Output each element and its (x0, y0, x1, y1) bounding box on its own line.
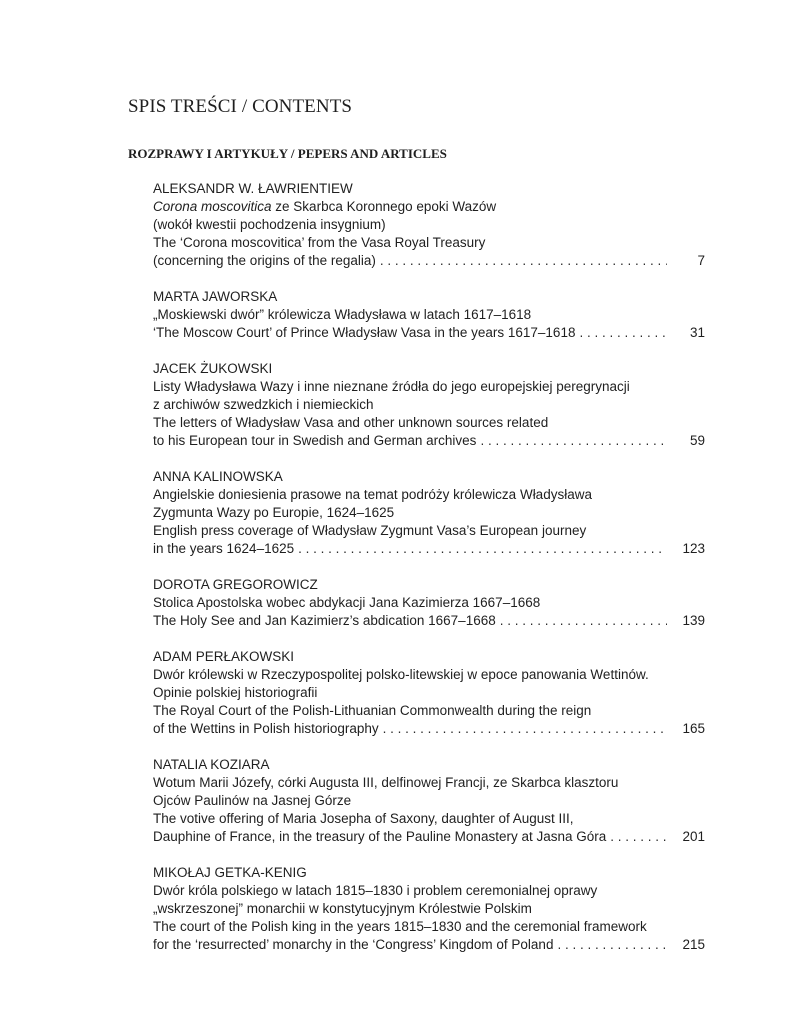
entry-title-rest: ze Skarbca Koronnego epoki Wazów (271, 199, 497, 214)
entry-title-line: The court of the Polish king in the years 1815–1830 and the ceremonial framework (153, 919, 647, 934)
entry-author: ALEKSANDR W. ŁAWRIENTIEW (153, 181, 353, 196)
entry-title-line: Stolica Apostolska wobec abdykacji Jana Kazimierza 1667–1668 (153, 595, 541, 610)
entry-last-line (153, 936, 705, 954)
entry-title-line: z archiwów szwedzkich i niemieckich (153, 397, 374, 412)
dot-leader (298, 540, 667, 558)
dot-leader (500, 612, 667, 630)
page-number: 165 (682, 721, 705, 736)
section-title: ROZPRAWY I ARTYKUŁY / PEPERS AND ARTICLES (128, 146, 447, 161)
entry-author: DOROTA GREGOROWICZ (153, 577, 318, 592)
toc-entry (153, 648, 705, 738)
page-number: 31 (689, 325, 705, 340)
entry-title-line (153, 198, 705, 216)
page-number: 123 (682, 541, 705, 556)
entry-title-line: in the years 1624–1625 (153, 541, 295, 556)
page-number: 215 (682, 937, 705, 952)
page-number: 201 (682, 829, 705, 844)
entry-title-line: ‘The Moscow Court’ of Prince Władysław Vasa in the years 1617–1618 (153, 325, 576, 340)
entry-last-line (153, 720, 705, 738)
entry-title-line: The votive offering of Maria Josepha of Saxony, daughter of August III, (153, 811, 574, 826)
dot-leader (383, 720, 667, 738)
dot-leader (557, 936, 667, 954)
entry-author: MARTA JAWORSKA (153, 289, 278, 304)
entry-author: NATALIA KOZIARA (153, 757, 270, 772)
page-title: SPIS TREŚCI / CONTENTS (128, 96, 353, 117)
entry-last-line (153, 612, 705, 630)
entry-title-line: Dwór królewski w Rzeczypospolitej polsko-litewskiej w epoce panowania Wettinów. (153, 667, 649, 682)
entry-title-line: The ‘Corona moscovitica’ from the Vasa Royal Treasury (153, 235, 486, 250)
toc-list (153, 180, 705, 972)
entry-author: JACEK ŻUKOWSKI (153, 361, 273, 376)
dot-leader (579, 324, 667, 342)
entry-last-line (153, 432, 705, 450)
dot-leader (610, 828, 667, 846)
entry-title-line: Wotum Marii Józefy, córki Augusta III, delfinowej Francji, ze Skarbca klasztoru (153, 775, 619, 790)
page-number: 7 (697, 253, 705, 268)
entry-title-line: Angielskie doniesienia prasowe na temat podróży królewicza Władysława (153, 487, 592, 502)
entry-title-line: Dauphine of France, in the treasury of the Pauline Monastery at Jasna Góra (153, 829, 607, 844)
toc-entry (153, 288, 705, 342)
entry-title-line: to his European tour in Swedish and German archives (153, 433, 477, 448)
entry-author: ANNA KALINOWSKA (153, 469, 283, 484)
page-number: 139 (682, 613, 705, 628)
entry-last-line (153, 540, 705, 558)
entry-title-line: The Holy See and Jan Kazimierz’s abdication 1667–1668 (153, 613, 496, 628)
toc-entry (153, 864, 705, 954)
entry-title-line: „Moskiewski dwór” królewicza Władysława w latach 1617–1618 (153, 307, 532, 322)
entry-title-line: for the ‘resurrected’ monarchy in the ‘Congress’ Kingdom of Poland (153, 937, 554, 952)
toc-entry (153, 180, 705, 270)
entry-title-line: Opinie polskiej historiografii (153, 685, 318, 700)
entry-author: ADAM PERŁAKOWSKI (153, 649, 295, 664)
entry-last-line (153, 324, 705, 342)
entry-last-line (153, 252, 705, 270)
page-number: 59 (689, 433, 705, 448)
toc-entry (153, 576, 705, 630)
entry-title-line: The letters of Władysław Vasa and other unknown sources related (153, 415, 549, 430)
dot-leader (380, 252, 667, 270)
toc-entry (153, 360, 705, 450)
entry-title-line: Zygmunta Wazy po Europie, 1624–1625 (153, 505, 395, 520)
entry-title-line: English press coverage of Władysław Zygmunt Vasa’s European journey (153, 523, 587, 538)
toc-entry (153, 468, 705, 558)
dot-leader (480, 432, 667, 450)
entry-title-line: „wskrzeszonej” monarchii w konstytucyjnym Królestwie Polskim (153, 901, 532, 916)
toc-entry (153, 756, 705, 846)
entry-title-line: Ojców Paulinów na Jasnej Górze (153, 793, 352, 808)
entry-title-line: Dwór króla polskiego w latach 1815–1830 i problem ceremonialnej oprawy (153, 883, 598, 898)
entry-last-line (153, 828, 705, 846)
entry-title-line: The Royal Court of the Polish-Lithuanian Commonwealth during the reign (153, 703, 592, 718)
entry-title-line: Listy Władysława Wazy i inne nieznane źródła do jego europejskiej peregrynacji (153, 379, 630, 394)
entry-title-line: (wokół kwestii pochodzenia insygnium) (153, 217, 386, 232)
entry-title-line: (concerning the origins of the regalia) (153, 253, 376, 268)
entry-title-italic: Corona moscovitica (153, 199, 272, 214)
entry-title-line: of the Wettins in Polish historiography (153, 721, 379, 736)
entry-author: MIKOŁAJ GETKA-KENIG (153, 865, 307, 880)
